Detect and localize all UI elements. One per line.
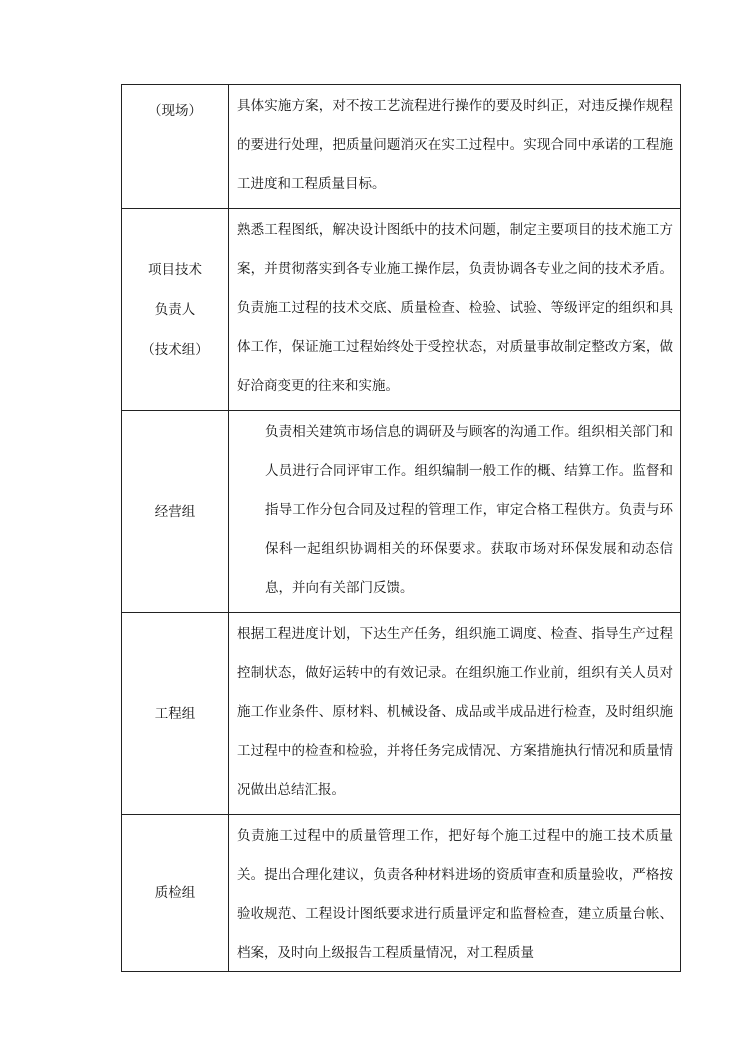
role-label: 经营组 bbox=[154, 503, 196, 520]
description-text: 负责相关建筑市场信息的调研及与顾客的沟通工作。组织相关部门和人员进行合同评审工作。组织编制一般工作的概、结算工作。监督和指导工作分包合同及过程的管理工作，审定合格工程供方。负责与环保科一起组织协调相关的环保要求。获取市场对环保发展和动态信息，并向有关部门反馈。 bbox=[265, 424, 673, 596]
description-text: 负责施工过程中的质量管理工作，把好每个施工过程中的施工技术质量关。提出合理化建议，负责各种材料进场的资质审查和质量验收，严格按验收规范、工程设计图纸要求进行质量评定和监督检查，建立质量台帐、档案，及时向上级报告工程质量情况，对工程质量 bbox=[237, 828, 673, 961]
table-row bbox=[122, 815, 681, 972]
role-label: 质检组 bbox=[154, 885, 196, 901]
role-label: 项目技术 bbox=[148, 261, 202, 278]
description-cell bbox=[229, 411, 681, 613]
role-cell bbox=[122, 815, 229, 972]
role-label: 工程组 bbox=[154, 705, 196, 722]
table-row bbox=[122, 613, 681, 815]
description-cell bbox=[229, 85, 681, 209]
responsibility-table bbox=[121, 84, 681, 972]
description-text: 熟悉工程图纸，解决设计图纸中的技术问题，制定主要项目的技术施工方案，并贯彻落实到各专业施工操作层，负责协调各专业之间的技术矛盾。负责施工过程的技术交底、质量检查、检验、试验、等级评定的组织和具体工作，保证施工过程始终处于受控状态，对质量事故制定整改方案，做好洽商变更的往来和实施。 bbox=[237, 222, 673, 394]
description-cell bbox=[229, 209, 681, 411]
table-row bbox=[122, 411, 681, 613]
table-row bbox=[122, 209, 681, 411]
role-cell bbox=[122, 411, 229, 613]
role-cell bbox=[122, 209, 229, 411]
role-label: 负责人 bbox=[154, 301, 196, 318]
description-cell bbox=[229, 613, 681, 815]
role-cell bbox=[122, 85, 229, 209]
description-text: 具体实施方案，对不按工艺流程进行操作的要及时纠正，对违反操作规程的要进行处理，把质量问题消灭在实工过程中。实现合同中承诺的工程施工进度和工程质量目标。 bbox=[237, 98, 673, 192]
role-label: （现场） bbox=[148, 103, 202, 119]
description-cell bbox=[229, 815, 681, 972]
table-row bbox=[122, 85, 681, 209]
role-label: （技术组） bbox=[141, 341, 209, 358]
role-cell bbox=[122, 613, 229, 815]
description-text: 根据工程进度计划，下达生产任务，组织施工调度、检查、指导生产过程控制状态，做好运转中的有效记录。在组织施工作业前，组织有关人员对施工作业条件、原材料、机械设备、成品或半成品进行检查，及时组织施工过程中的检查和检验，并将任务完成情况、方案措施执行情况和质量情况做出总结汇报。 bbox=[237, 626, 673, 798]
